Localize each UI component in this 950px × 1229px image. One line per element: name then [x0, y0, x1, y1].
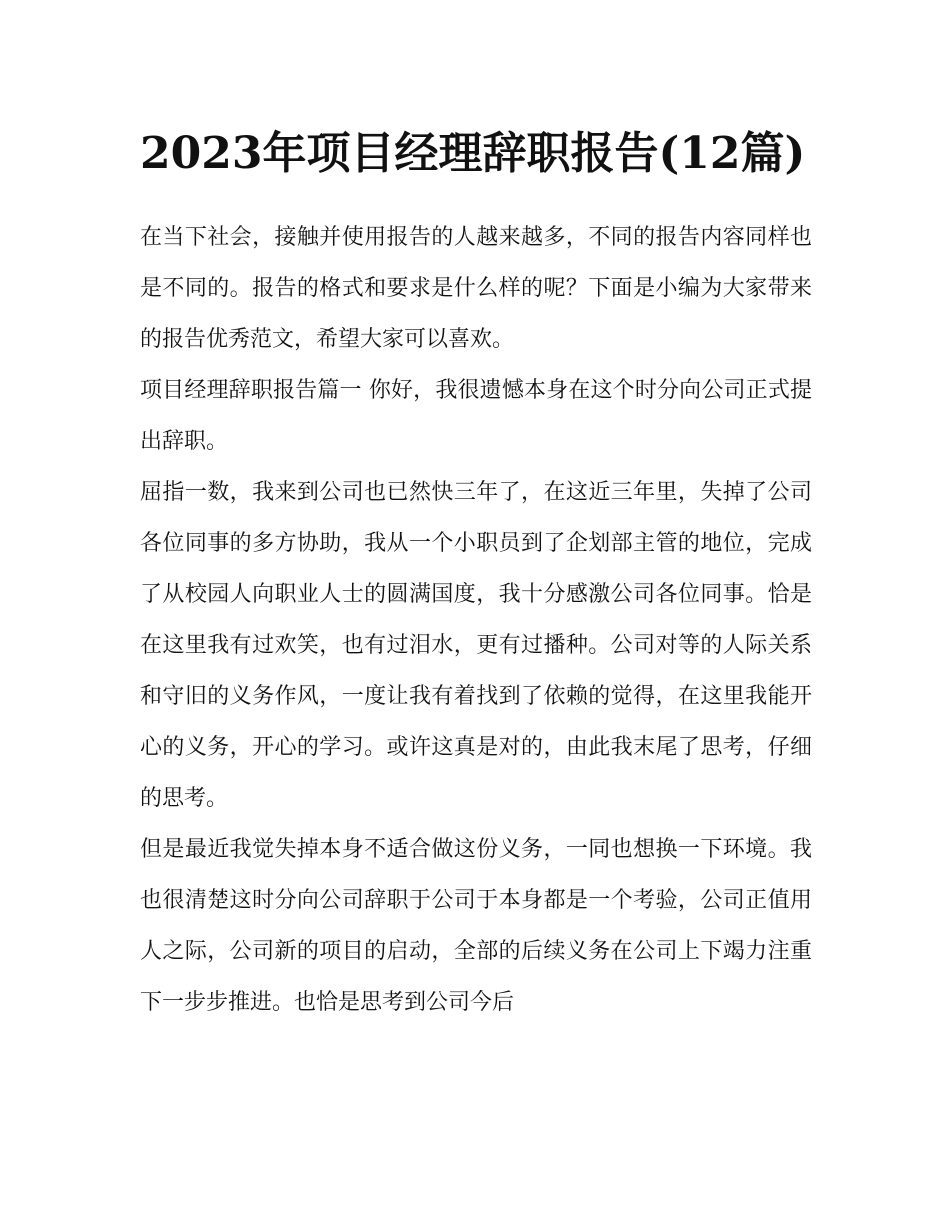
paragraph-gratitude: 屈指一数，我来到公司也已然快三年了，在这近三年里，失掉了公司各位同事的多方协助，我从一个小职员到了企划部主管的地位，完成了从校园人向职业人士的圆满国度，我十分感激公司各位同事。恰是在这里我有过欢笑，也有过泪水，更有过播种。公司对等的人际关系和守旧的义务作风，一度让我有着找到了依赖的觉得，在这里我能开心的义务，开心的学习。或许这真是对的，由此我末尾了思考，仔细的思考。: [140, 480, 812, 811]
paragraph-opening: 项目经理辞职报告篇一 你好，我很遗憾本身在这个时分向公司正式提出辞职。: [140, 378, 812, 454]
document-page: [140, 116, 812, 1028]
document-title: 2023年项目经理辞职报告(12篇): [140, 128, 806, 179]
paragraph-intro: 在当下社会，接触并使用报告的人越来越多，不同的报告内容同样也是不同的。报告的格式和要求是什么样的呢？下面是小编为大家带来的报告优秀范文，希望大家可以喜欢。: [140, 225, 812, 352]
paragraph-reason: 但是最近我觉失掉本身不适合做这份义务，一同也想换一下环境。我也很清楚这时分向公司辞职于公司于本身都是一个考验，公司正值用人之际，公司新的项目的启动，全部的后续义务在公司上下竭力注重下一步步推进。也恰是思考到公司今后: [140, 837, 812, 1015]
